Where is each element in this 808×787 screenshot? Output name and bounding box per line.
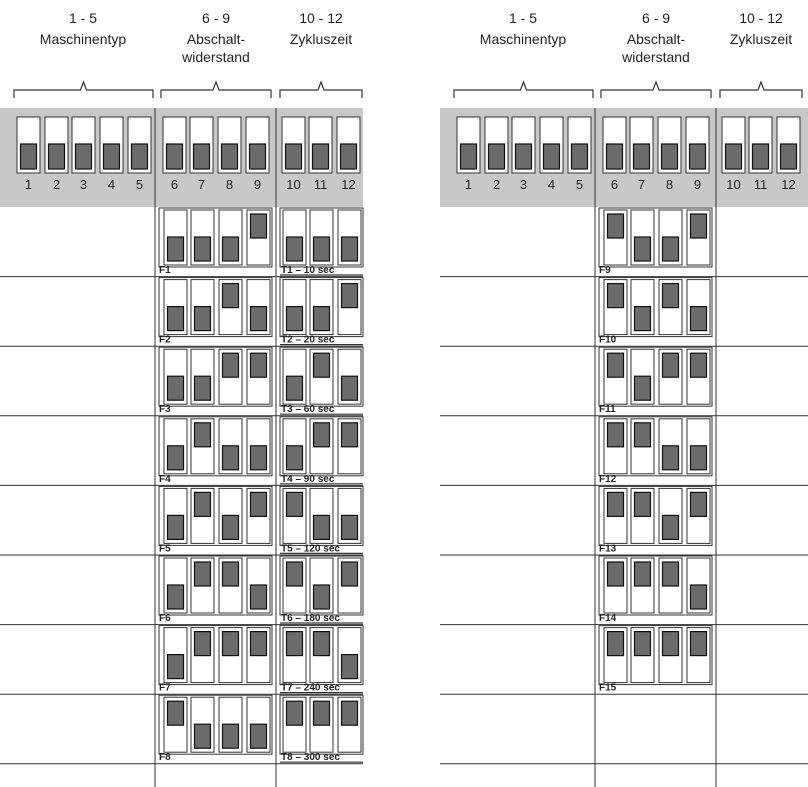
switch-number-label: 9: [693, 177, 702, 192]
switch-knob: [634, 144, 650, 169]
group-brace: [454, 82, 593, 98]
panel-2: [440, 10, 808, 787]
t-switch-12: [338, 488, 361, 543]
switch-knob: [663, 515, 679, 539]
f-switch-9: [687, 280, 710, 335]
t-switch-11: [310, 697, 333, 752]
switch-knob: [342, 376, 358, 400]
switch-knob: [663, 632, 679, 656]
f-switch-6: [164, 697, 187, 752]
t-code-label: T5 – 120 sec: [281, 543, 340, 555]
header-switch-1: [457, 117, 480, 173]
switch-number-label: 11: [753, 177, 768, 192]
switch-knob: [195, 724, 211, 748]
f-switch-6: [164, 280, 187, 335]
switch-knob: [608, 284, 624, 308]
group-brace: [14, 82, 153, 98]
t-switch-10: [283, 628, 306, 683]
switch-knob: [223, 446, 239, 470]
switch-number-label: 10: [286, 177, 301, 192]
t-switch-11: [310, 628, 333, 683]
switch-knob: [251, 724, 267, 748]
f-code-label: F10: [599, 334, 617, 346]
f-switch-6: [604, 558, 627, 613]
f-switch-8: [219, 697, 242, 752]
f-code-label: F7: [159, 682, 171, 694]
t-switch-12: [338, 697, 361, 752]
switch-knob: [76, 144, 92, 169]
t-code-label: T8 – 300 sec: [281, 752, 340, 764]
switch-knob: [168, 307, 184, 331]
group-title-label: Zykluszeit: [729, 31, 793, 47]
switch-knob: [663, 353, 679, 377]
switch-knob: [341, 144, 357, 169]
group-range-label: 10 - 12: [739, 10, 783, 26]
switch-number-label: 6: [610, 177, 619, 192]
group-range-label: 10 - 12: [299, 10, 343, 26]
switch-knob: [461, 144, 477, 169]
f-switch-7: [191, 210, 214, 265]
switch-knob: [168, 446, 184, 470]
header-switch-3: [72, 117, 95, 173]
f-switch-7: [631, 210, 654, 265]
f-switch-7: [631, 488, 654, 543]
f-switch-8: [219, 628, 242, 683]
t-switch-10: [283, 210, 306, 265]
f-switch-9: [247, 488, 270, 543]
switch-knob: [195, 423, 211, 447]
switch-knob: [635, 307, 651, 331]
switch-knob: [635, 562, 651, 586]
switch-number-label: 7: [637, 177, 646, 192]
switch-knob: [314, 353, 330, 377]
f-code-label: F1: [159, 265, 171, 276]
f-switch-7: [191, 697, 214, 752]
header-switch-11: [749, 117, 772, 173]
f-switch-7: [631, 628, 654, 683]
f-switch-7: [631, 280, 654, 335]
group-title-label: Abschalt-: [186, 31, 246, 47]
f-switch-8: [659, 419, 682, 474]
f-switch-7: [191, 280, 214, 335]
switch-knob: [251, 446, 267, 470]
f-code-label: F8: [159, 752, 171, 764]
header-switch-3: [512, 117, 535, 173]
switch-knob: [342, 701, 358, 725]
switch-knob: [691, 307, 707, 331]
switch-knob: [168, 237, 184, 261]
switch-knob: [251, 353, 267, 377]
switch-number-label: 3: [519, 177, 528, 192]
switch-knob: [314, 307, 330, 331]
switch-knob: [314, 585, 330, 609]
switch-knob: [104, 144, 120, 169]
switch-knob: [168, 701, 184, 725]
header-switch-10: [282, 117, 305, 173]
f-switch-8: [659, 558, 682, 613]
f-switch-9: [247, 280, 270, 335]
switch-knob: [314, 237, 330, 261]
f-switch-6: [604, 280, 627, 335]
header-switch-12: [337, 117, 360, 173]
header-switch-6: [163, 117, 186, 173]
switch-knob: [168, 655, 184, 679]
f-code-label: F3: [159, 404, 171, 416]
f-switch-7: [631, 419, 654, 474]
t-switch-12: [338, 558, 361, 613]
t-switch-10: [283, 419, 306, 474]
f-switch-6: [164, 210, 187, 265]
switch-knob: [194, 144, 210, 169]
f-code-label: F15: [599, 682, 617, 694]
switch-knob: [342, 562, 358, 586]
switch-knob: [168, 585, 184, 609]
f-switch-8: [219, 488, 242, 543]
switch-knob: [287, 307, 303, 331]
switch-number-label: 4: [107, 177, 116, 192]
group-range-label: 1 - 5: [508, 10, 538, 26]
switch-knob: [168, 515, 184, 539]
switch-number-label: 5: [135, 177, 144, 192]
switch-knob: [287, 446, 303, 470]
f-switch-9: [687, 488, 710, 543]
header-switch-8: [658, 117, 681, 173]
switch-number-label: 2: [52, 177, 61, 192]
header-switch-11: [309, 117, 332, 173]
header-switch-5: [568, 117, 591, 173]
switch-knob: [663, 237, 679, 261]
t-switch-12: [338, 628, 361, 683]
group-range-label: 6 - 9: [201, 10, 231, 26]
switch-knob: [223, 353, 239, 377]
switch-knob: [753, 144, 769, 169]
switch-number-label: 5: [575, 177, 584, 192]
switch-knob: [314, 423, 330, 447]
f-switch-6: [604, 210, 627, 265]
switch-knob: [287, 376, 303, 400]
t-code-label: T4 – 90 sec: [281, 473, 335, 485]
header-switch-8: [218, 117, 241, 173]
t-switch-11: [310, 488, 333, 543]
f-switch-7: [191, 488, 214, 543]
t-code-label: T6 – 180 sec: [281, 613, 340, 624]
switch-knob: [608, 492, 624, 516]
switch-knob: [781, 144, 797, 169]
f-switch-7: [191, 349, 214, 404]
switch-number-label: 7: [197, 177, 206, 192]
switch-knob: [342, 284, 358, 308]
f-switch-6: [164, 349, 187, 404]
switch-knob: [168, 376, 184, 400]
f-switch-7: [191, 558, 214, 613]
switch-knob: [251, 214, 267, 238]
switch-knob: [286, 144, 302, 169]
header-switch-6: [603, 117, 626, 173]
switch-knob: [663, 284, 679, 308]
header-switch-2: [45, 117, 68, 173]
switch-knob: [690, 144, 706, 169]
f-switch-6: [604, 349, 627, 404]
switch-number-label: 11: [313, 177, 328, 192]
switch-knob: [287, 237, 303, 261]
f-switch-6: [164, 419, 187, 474]
switch-knob: [608, 632, 624, 656]
f-switch-6: [604, 419, 627, 474]
t-switch-11: [310, 210, 333, 265]
switch-knob: [635, 376, 651, 400]
group-title-label: Maschinentyp: [39, 31, 127, 47]
switch-knob: [691, 446, 707, 470]
switch-knob: [195, 632, 211, 656]
switch-knob: [635, 237, 651, 261]
t-switch-12: [338, 419, 361, 474]
group-title-label: Maschinentyp: [479, 31, 567, 47]
header-switch-10: [722, 117, 745, 173]
switch-knob: [223, 562, 239, 586]
switch-knob: [342, 655, 358, 679]
f-switch-9: [687, 349, 710, 404]
switch-knob: [251, 585, 267, 609]
switch-knob: [195, 376, 211, 400]
header-switch-9: [686, 117, 709, 173]
switch-number-label: 1: [464, 177, 473, 192]
switch-knob: [49, 144, 65, 169]
switch-knob: [223, 724, 239, 748]
switch-number-label: 9: [253, 177, 262, 192]
switch-knob: [342, 515, 358, 539]
switch-knob: [167, 144, 183, 169]
switch-knob: [250, 144, 266, 169]
switch-knob: [223, 284, 239, 308]
f-switch-8: [219, 349, 242, 404]
group-title-label: Zykluszeit: [289, 31, 353, 47]
t-switch-10: [283, 488, 306, 543]
f-switch-7: [191, 419, 214, 474]
f-switch-6: [164, 558, 187, 613]
f-switch-9: [247, 697, 270, 752]
switch-knob: [342, 423, 358, 447]
switch-knob: [287, 701, 303, 725]
t-switch-10: [283, 349, 306, 404]
switch-knob: [663, 562, 679, 586]
switch-knob: [251, 492, 267, 516]
f-code-label: F11: [599, 404, 616, 416]
switch-knob: [691, 632, 707, 656]
t-switch-11: [310, 419, 333, 474]
group-title-label: widerstand: [622, 49, 690, 65]
switch-knob: [635, 632, 651, 656]
f-switch-8: [659, 280, 682, 335]
f-switch-7: [631, 558, 654, 613]
group-brace: [280, 82, 362, 98]
switch-knob: [691, 353, 707, 377]
f-switch-6: [604, 488, 627, 543]
f-switch-9: [687, 628, 710, 683]
f-code-label: F2: [159, 334, 171, 346]
f-switch-8: [219, 558, 242, 613]
group-range-label: 6 - 9: [641, 10, 671, 26]
f-switch-8: [659, 210, 682, 265]
f-switch-9: [247, 628, 270, 683]
switch-knob: [608, 353, 624, 377]
switch-knob: [635, 423, 651, 447]
f-switch-9: [247, 210, 270, 265]
group-brace: [601, 82, 711, 98]
group-range-label: 1 - 5: [68, 10, 98, 26]
switch-number-label: 8: [225, 177, 234, 192]
f-switch-9: [687, 558, 710, 613]
switch-knob: [313, 144, 329, 169]
switch-number-label: 6: [170, 177, 179, 192]
t-switch-11: [310, 349, 333, 404]
f-switch-6: [604, 628, 627, 683]
group-title-label: widerstand: [182, 49, 250, 65]
group-brace: [720, 82, 802, 98]
switch-knob: [195, 492, 211, 516]
switch-number-label: 1: [24, 177, 33, 192]
switch-knob: [21, 144, 37, 169]
f-switch-6: [164, 488, 187, 543]
switch-knob: [223, 632, 239, 656]
group-title-label: Abschalt-: [626, 31, 686, 47]
switch-knob: [607, 144, 623, 169]
switch-number-label: 8: [665, 177, 674, 192]
header-switch-4: [540, 117, 563, 173]
switch-knob: [222, 144, 238, 169]
header-switch-5: [128, 117, 151, 173]
switch-knob: [287, 562, 303, 586]
switch-knob: [223, 237, 239, 261]
f-code-label: F13: [599, 543, 617, 555]
t-switch-12: [338, 280, 361, 335]
t-switch-12: [338, 210, 361, 265]
switch-knob: [287, 492, 303, 516]
f-switch-8: [219, 210, 242, 265]
switch-knob: [663, 446, 679, 470]
switch-knob: [691, 214, 707, 238]
switch-knob: [132, 144, 148, 169]
switch-knob: [342, 237, 358, 261]
f-code-label: F12: [599, 473, 617, 485]
t-switch-10: [283, 558, 306, 613]
group-brace: [161, 82, 271, 98]
f-switch-6: [164, 628, 187, 683]
switch-knob: [195, 307, 211, 331]
f-switch-8: [219, 280, 242, 335]
f-switch-9: [247, 558, 270, 613]
header-switch-4: [100, 117, 123, 173]
switch-knob: [516, 144, 532, 169]
f-switch-7: [631, 349, 654, 404]
switch-knob: [691, 585, 707, 609]
f-switch-9: [687, 419, 710, 474]
switch-knob: [251, 632, 267, 656]
switch-knob: [726, 144, 742, 169]
switch-knob: [608, 214, 624, 238]
t-code-label: T3 – 60 sec: [281, 404, 335, 416]
switch-knob: [662, 144, 678, 169]
switch-knob: [608, 562, 624, 586]
t-code-label: T1 – 10 sec: [281, 265, 335, 276]
switch-number-label: 4: [547, 177, 556, 192]
t-switch-10: [283, 697, 306, 752]
switch-number-label: 12: [341, 177, 356, 192]
switch-knob: [314, 701, 330, 725]
f-code-label: F6: [159, 613, 171, 624]
switch-number-label: 10: [726, 177, 741, 192]
switch-knob: [287, 632, 303, 656]
switch-knob: [572, 144, 588, 169]
t-code-label: T2 – 20 sec: [281, 334, 335, 346]
f-switch-9: [687, 210, 710, 265]
header-switch-12: [777, 117, 800, 173]
t-switch-12: [338, 349, 361, 404]
switch-knob: [489, 144, 505, 169]
switch-knob: [251, 307, 267, 331]
f-code-label: F4: [159, 473, 171, 485]
header-switch-2: [485, 117, 508, 173]
header-switch-7: [190, 117, 213, 173]
t-code-label: T7 – 240 sec: [281, 682, 340, 694]
f-code-label: F14: [599, 613, 617, 624]
header-switch-9: [246, 117, 269, 173]
f-switch-8: [659, 488, 682, 543]
switch-knob: [635, 492, 651, 516]
header-switch-1: [17, 117, 40, 173]
switch-knob: [544, 144, 560, 169]
switch-knob: [314, 632, 330, 656]
f-switch-8: [659, 349, 682, 404]
switch-number-label: 12: [781, 177, 796, 192]
switch-knob: [608, 423, 624, 447]
f-switch-9: [247, 419, 270, 474]
f-code-label: F5: [159, 543, 171, 555]
f-switch-7: [191, 628, 214, 683]
panel-1: [0, 10, 363, 787]
switch-knob: [195, 562, 211, 586]
f-switch-8: [659, 628, 682, 683]
switch-knob: [691, 492, 707, 516]
switch-knob: [223, 515, 239, 539]
switch-number-label: 3: [79, 177, 88, 192]
f-switch-9: [247, 349, 270, 404]
switch-knob: [195, 237, 211, 261]
switch-knob: [314, 515, 330, 539]
f-code-label: F9: [599, 265, 611, 276]
switch-number-label: 2: [492, 177, 501, 192]
t-switch-10: [283, 280, 306, 335]
f-switch-8: [219, 419, 242, 474]
t-switch-11: [310, 280, 333, 335]
t-switch-11: [310, 558, 333, 613]
header-switch-7: [630, 117, 653, 173]
